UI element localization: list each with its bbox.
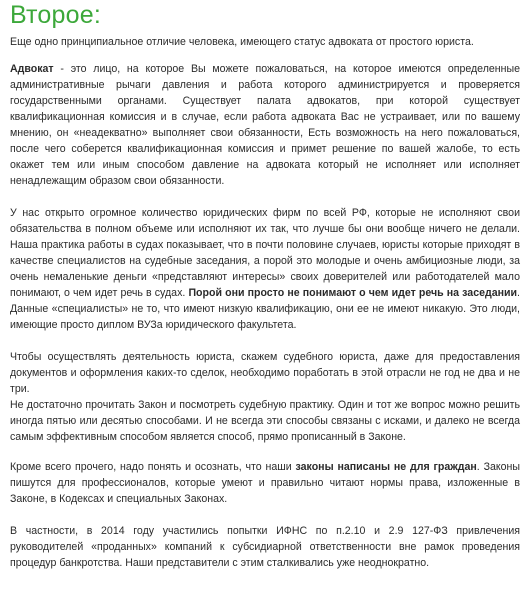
advocate-text: - это лицо, на которое Вы можете пожаловаться, на которое имеются определенные административные рычаги давления и работа которого администрируется и проверяется государственными органами. Существует палата адвокатов, при которой существует квалификационная комиссия и в случае, если работа адвоката Вас не устраивает, или по вашему мнению, он «неадекватно» выполняет свои обязанности, Есть возможность на него пожаловаться, после чего соберется квалификационная комиссия и примет решение по вашей жалобе, то есть окажет тем или иным способом давление на адвоката который не исполняет или исполняет ненадлежащим образом свои обязанности. [10,63,520,187]
practice-paragraph: Не достаточно прочитать Закон и посмотреть судебную практику. Один и тот же вопрос можно решить иногда пятью или десятью способами. И не всегда эти способы связаны с исками, и далеко не всегда самым эффективным способом является способ, прямо прописанный в Законе. [10,399,520,443]
ifns-paragraph: В частности, в 2014 году участились попытки ИФНС по п.2.10 и 2.9 127-ФЗ привлечения руководителей «проданных» компаний к субсидиарной ответственности вне рамок проведения процедур банкротства. Наши представители с этим сталкивались уже неоднократно. [10,525,520,569]
laws-paragraph [10,459,520,507]
intro-paragraph: Еще одно принципиальное отличие человека, имеющего статус адвоката от простого юриста. [10,36,474,48]
law-firms-bold: Порой они просто не понимают о чем идет речь на заседании [188,287,518,299]
section-heading: Второе: [10,1,101,29]
law-firms-paragraph [10,205,520,333]
advocate-term: Адвокат [10,63,54,75]
laws-text-2: . Законы пишутся для профессионалов, которые умеют и правильно читают нормы права, изложенные в Законе, в Кодексах и специальных Законах. [10,461,520,505]
advocate-paragraph [10,61,520,189]
law-firms-text-1: У нас открыто огромное количество юридических фирм по всей РФ, которые не исполняют свои обязательства в полном объеме или исполняют их так, что лучше бы они вообще ничего не делали. Наша практика работы в судах показывает, что в почти половине случаев, юристы которые приходят в качестве специалистов на судебные заседания, а порой это молодые и очень амбициозные люди, за очень немаленькие деньги «представляют интересы» своих доверителей или работодателей мало понимают, о чем идет речь в судах. [10,207,520,299]
experience-paragraph: Чтобы осуществлять деятельность юриста, скажем судебного юриста, даже для предоставления документов и оформления каких-то сделок, необходимо поработать в этой отрасли не год не два и не три. [10,351,520,395]
laws-bold: законы написаны не для граждан [295,461,477,473]
laws-text-1: Кроме всего прочего, надо понять и осознать, что наши [10,461,296,473]
law-firms-text-2: . Данные «специалисты» не то, что имеют низкую квалификацию, они ее не имеют никакую. Это люди, имеющие просто диплом ВУЗа юридического факультета. [10,287,520,331]
